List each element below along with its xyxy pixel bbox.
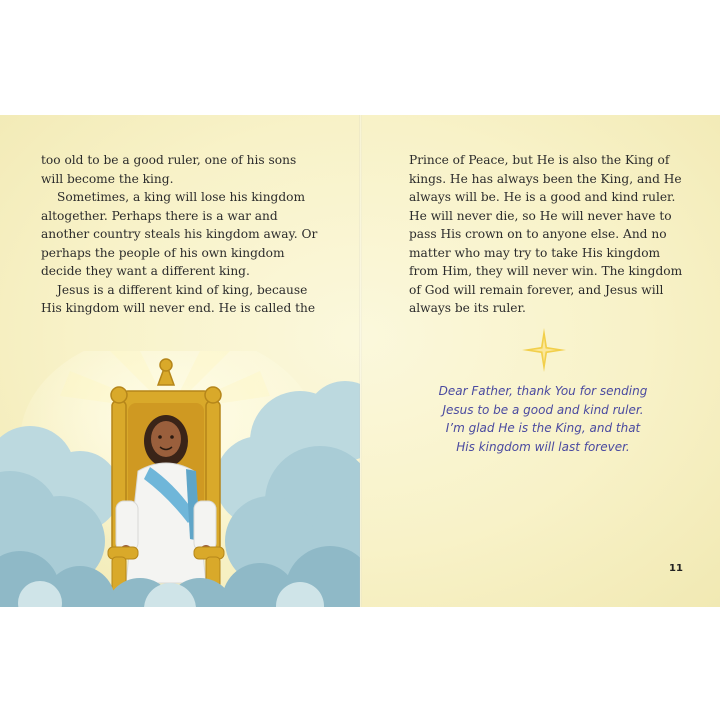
right-page-text [409,151,689,318]
right-paragraph: Prince of Peace, but He is also the King of kings. He has always been the King, and He always will be. He is a good and kind ruler. He will never die, so He will never have to pass His crown on to anyone else. And no matter who may try to take His kingdom from Him, they will never win. The kingdom of God will remain forever, and Jesus will always be its ruler. [409,153,683,315]
page-gutter [359,115,362,607]
left-page-text [41,151,321,318]
prayer-line: I’m glad He is the King, and that [445,421,641,435]
prayer-text [409,382,677,456]
left-paragraph-1: too old to be a good ruler, one of his sons will become the king. [41,153,297,186]
prayer-line: Jesus to be a good and kind ruler. [442,402,644,417]
book-spread [0,115,720,607]
page-number: 11 [669,563,683,574]
left-paragraph-2: Sometimes, a king will lose his kingdom altogether. Perhaps there is a war and another country steals his kingdom away. Or perhaps the people of his own kingdom decide they want a different king. [41,190,318,278]
left-paragraph-3: Jesus is a different kind of king, because His kingdom will never end. He is called the [41,282,316,315]
four-point-star-icon [522,328,566,372]
jesus-on-throne-illustration [0,351,360,607]
prayer-line: His kingdom will last forever. [456,439,630,454]
prayer-line: Dear Father, thank You for sending [438,384,648,398]
